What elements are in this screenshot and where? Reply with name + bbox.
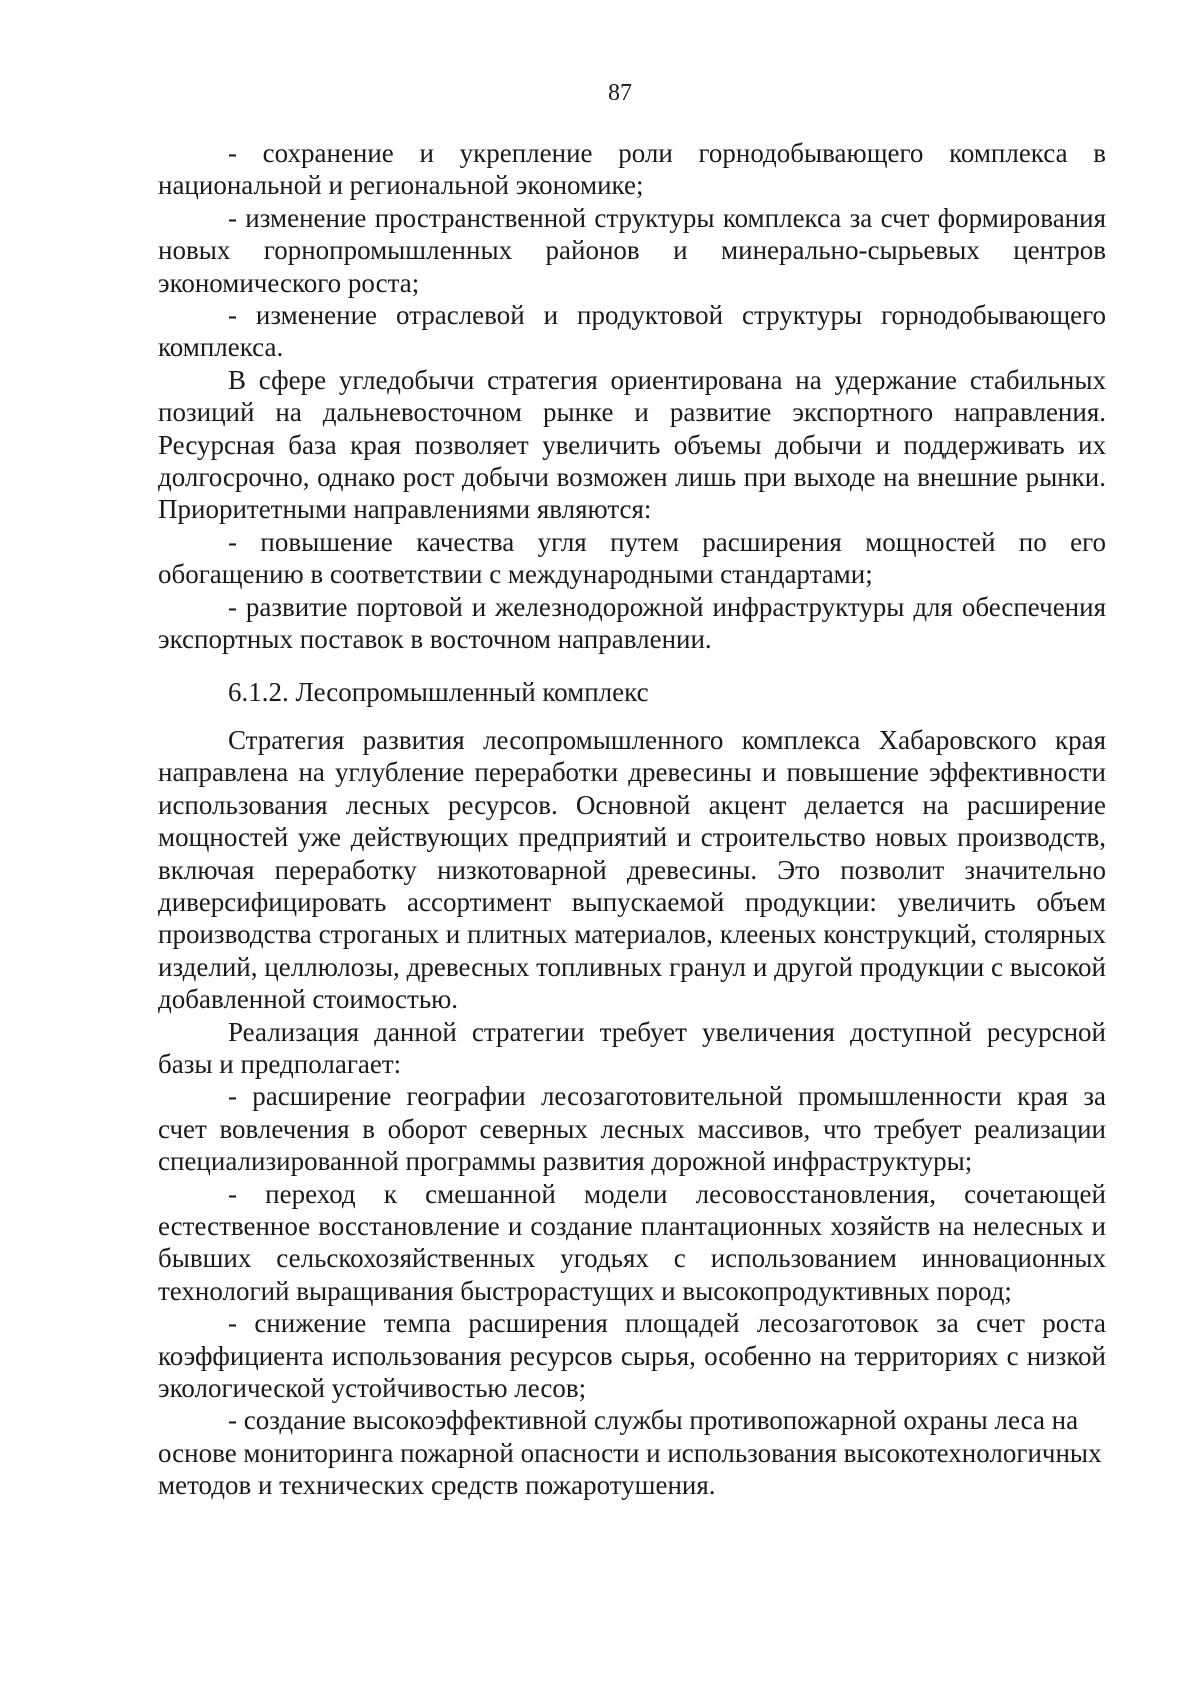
paragraph: - сохранение и укрепление роли горнодобывающего комплекса в национальной и региональной экономике; <box>158 138 1106 201</box>
document-body <box>158 137 1106 1502</box>
paragraph: - создание высокоэффективной службы противопожарной охраны леса на основе мониторинга пожарной опасности и использования высокотехнологичных методов и технических средств пожаротушения. <box>158 1405 1102 1501</box>
paragraph: - снижение темпа расширения площадей лесозаготовок за счет роста коэффициента использования ресурсов сырья, особенно на территориях с низкой экологической устойчивостью лесов; <box>158 1308 1106 1404</box>
paragraph: - расширение географии лесозаготовительной промышленности края за счет вовлечения в оборот северных лесных массивов, что требует реализации специализированной программы развития дорожной инфраструктуры; <box>158 1081 1106 1177</box>
paragraph: - повышение качества угля путем расширения мощностей по его обогащению в соответствии с международными стандартами; <box>158 526 1106 590</box>
paragraph: В сфере угледобычи стратегия ориентирована на удержание стабильных позиций на дальневосточном рынке и развитие экспортного направления. Ресурсная база края позволяет увеличить объемы добычи и поддерживать их долгосрочно, однако рост добычи возможен лишь при выходе на внешние рынки. Приоритетными направлениями являются: <box>158 364 1106 525</box>
paragraph: Реализация данной стратегии требует увеличения доступной ресурсной базы и предполагает: <box>158 1016 1106 1079</box>
paragraph: Стратегия развития лесопромышленного комплекса Хабаровского края направлена на углубление переработки древесины и повышение эффективности использования лесных ресурсов. Основной акцент делается на расширение мощностей уже действующих предприятий и строительство новых производств, включая переработку низкотоварной древесины. Это позволит значительно диверсифицировать ассортимент выпускаемой продукции: увеличить объем производства строганых и плитных материалов, клееных конструкций, столярных изделий, целлюлозы, древесных топливных гранул и другой продукции с высокой добавленной стоимостью. <box>158 724 1106 1015</box>
section-heading: 6.1.2. Лесопромышленный комплекс <box>228 676 649 707</box>
paragraph: - развитие портовой и железнодорожной инфраструктуры для обеспечения экспортных поставок в восточном направлении. <box>158 591 1106 655</box>
paragraph: - переход к смешанной модели лесовосстановления, сочетающей естественное восстановление и создание плантационных хозяйств на нелесных и бывших сельскохозяйственных угодьях с использованием инновационных технологий выращивания быстрорастущих и высокопродуктивных пород; <box>158 1178 1106 1306</box>
paragraph: - изменение отраслевой и продуктовой структуры горнодобывающего комплекса. <box>158 300 1106 363</box>
page-number: 87 <box>608 80 632 106</box>
paragraph: - изменение пространственной структуры комплекса за счет формирования новых горнопромышленных районов и минерально-сырьевых центров экономического роста; <box>158 202 1106 298</box>
